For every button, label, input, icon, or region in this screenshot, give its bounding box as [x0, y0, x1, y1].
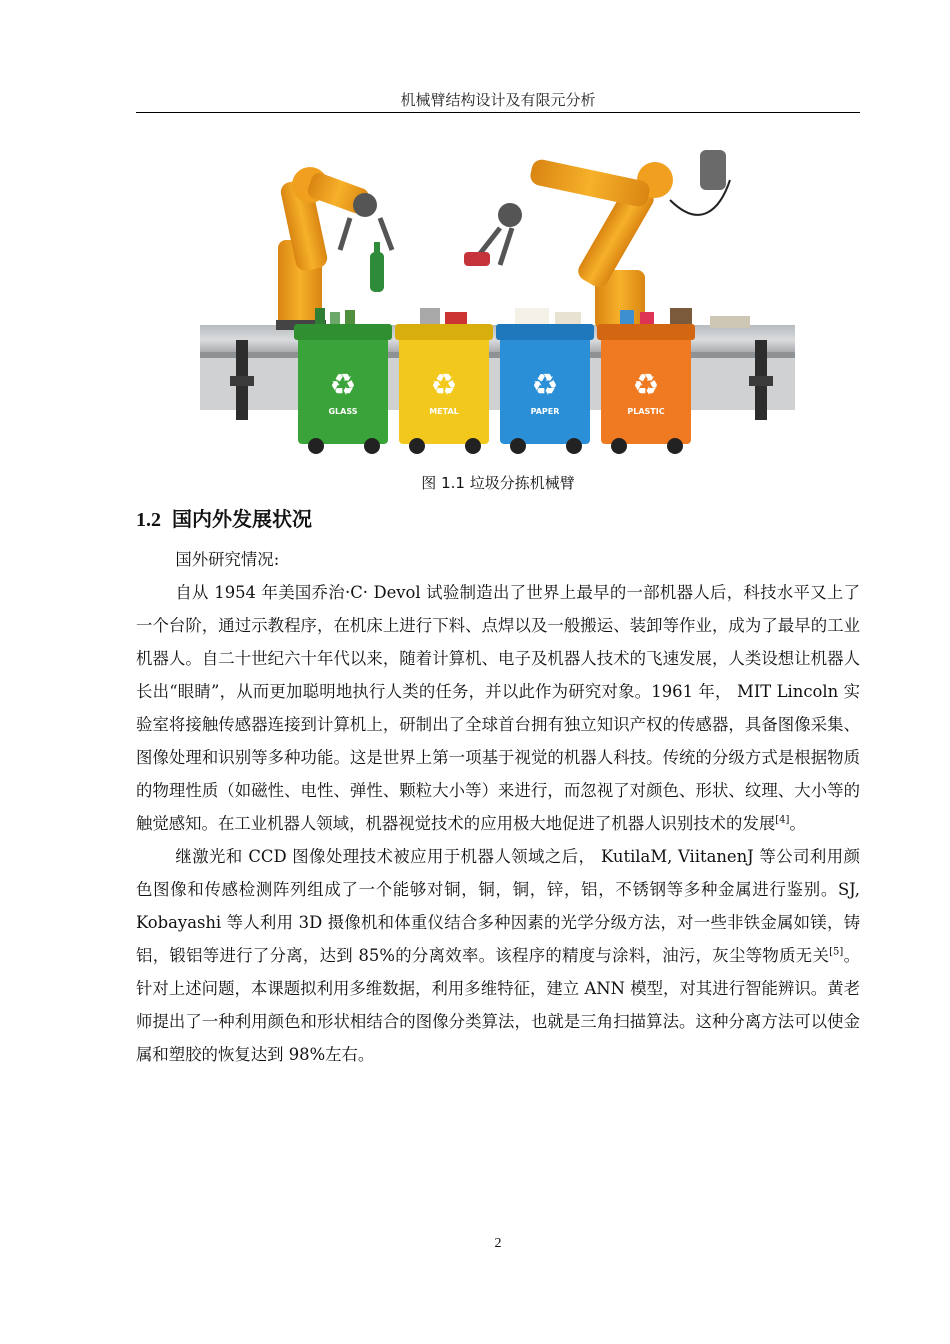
recycle-icon: ♻	[531, 368, 559, 403]
paragraph-tail: 。针对上述问题，本课题拟利用多维数据，利用多维特征，建立 ANN 模型，对其进行智能辨识。黄老师提出了一种利用颜色和形状相结合的图像分类算法，也就是三角扫描算法。这种分离方法可以使金属和塑胶的恢复达到 98%左右。	[136, 946, 861, 1064]
right-robot-arm	[464, 150, 730, 330]
citation: [5]	[829, 946, 844, 958]
section-number: 1.2	[136, 509, 161, 531]
paragraph-text: 自从 1954 年美国乔治·C· Devol 试验制造出了世界上最早的一部机器人后，科技水平又上了一个台阶，通过示教程序，在机床上进行下料、点焊以及一般搬运、装卸等作业，成为了最早的工业机器人。自二十世纪六十年代以来，随着计算机、电子及机器人技术的飞速发展，人类设想让机器人长出“眼睛”，从而更加聪明地执行人类的任务，并以此作为研究对象。1961 年， MIT Lincoln 实验室将接触传感器连接到计算机上，研制出了全球首台拥有独立知识产权的传感器，具备图像采集、图像处理和识别等多种功能。这是世界上第一项基于视觉的机器人科技。传统的分级方式是根据物质的物理性质（如磁性、电性、弹性、颗粒大小等）来进行，而忽视了对颜色、形状、纹理、大小等的触觉感知。在工业机器人领域，机器视觉技术的应用极大地促进了机器人识别技术的发展	[136, 583, 860, 833]
left-robot-arm	[276, 167, 392, 330]
paragraph-tail: 。	[789, 814, 806, 833]
paragraph-text: 国外研究情况:	[175, 550, 280, 569]
recycle-icon: ♻	[632, 368, 660, 403]
bin-label: METAL	[429, 407, 459, 416]
page-number: 2	[494, 1236, 502, 1251]
bin-label: PLASTIC	[627, 407, 665, 416]
paragraph	[136, 543, 860, 576]
bin-paper	[496, 324, 594, 454]
paragraph-text: 继激光和 CCD 图像处理技术被应用于机器人领域之后， KutilaM, ViitanenJ 等公司利用颜色图像和传感检测阵列组成了一个能够对铜，铜，铜，锌，铝，不锈钢等多种金属进行鉴别。SJ, Kobayashi 等人利用 3D 摄像机和体重仪结合多种因素的光学分级方法，对一些非铁金属如镁，铸铝，锻铝等进行了分离，达到 85%的分离效率。该程序的精度与涂料，油污，灰尘等物质无关	[136, 847, 860, 965]
bin-label: GLASS	[328, 407, 358, 416]
section-heading	[136, 506, 312, 533]
running-header: 机械臂结构设计及有限元分析	[400, 91, 596, 109]
recycle-icon: ♻	[430, 368, 458, 403]
recycle-icon: ♻	[329, 368, 357, 403]
citation: [4]	[775, 814, 790, 826]
bin-metal	[395, 324, 493, 454]
figure-caption: 图 1.1 垃圾分拣机械臂	[421, 474, 575, 492]
bin-glass	[294, 324, 392, 454]
figure-robot-arms-recycling	[200, 140, 795, 458]
header-rule	[136, 112, 860, 113]
bin-plastic	[597, 324, 695, 454]
bin-label: PAPER	[530, 407, 560, 416]
paragraph	[136, 840, 860, 1071]
body-text	[136, 543, 860, 1071]
section-title-text: 国内外发展状况	[171, 507, 312, 531]
paragraph	[136, 576, 860, 840]
